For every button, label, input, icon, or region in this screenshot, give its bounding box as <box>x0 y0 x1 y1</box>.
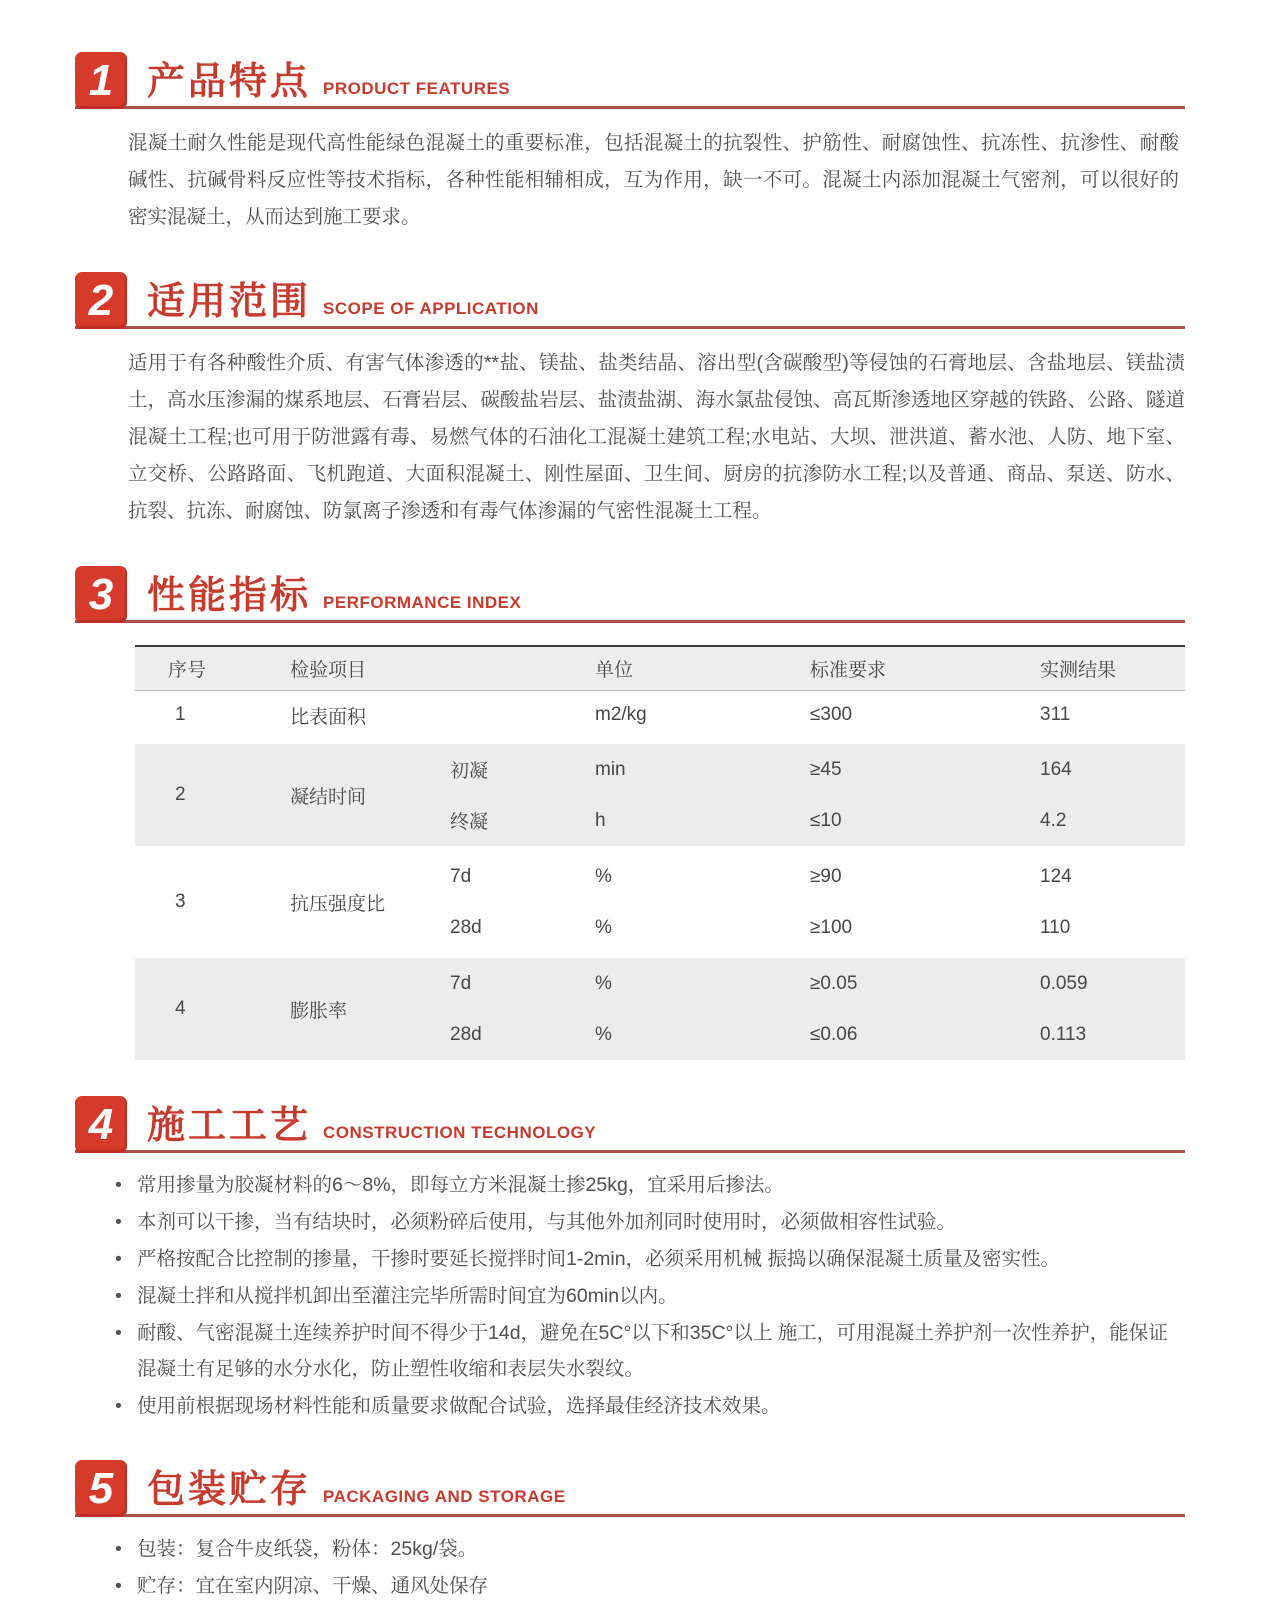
section-number: 3 <box>88 569 114 619</box>
section-construction-technology <box>75 1096 1185 1424</box>
section-scope-of-application <box>75 272 1185 530</box>
cell-result: 0.113 <box>1040 1023 1087 1045</box>
section-3-number-badge <box>75 566 127 623</box>
cell-no: 3 <box>175 891 186 912</box>
bullet-item: • 贮存：宜在室内阴凉、干燥、通风处保存 <box>115 1568 1185 1604</box>
bullet-item: • 混凝土拌和从搅拌机卸出至灌注完毕所需时间宜为60min以内。 <box>115 1278 1185 1314</box>
cell-result: 164 <box>1040 758 1072 780</box>
table-row <box>135 744 1185 846</box>
section-2-paragraph: 适用于有各种酸性介质、有害气体渗透的**盐、镁盐、盐类结晶、溶出型(含碳酸型)等侵蚀的石膏地层、含盐地层、镁盐渍土，高水压渗漏的煤系地层、石膏岩层、碳酸盐岩层、盐渍盐湖、海水氯盐侵蚀、高瓦斯渗透地区穿越的铁路、公路、隧道混凝土工程;也可用于防泄露有毒、易燃气体的石油化工混凝土建筑工程;水电站、大坝、泄洪道、蓄水池、人防、地下室、立交桥、公路路面、飞机跑道、大面积混凝土、刚性屋面、卫生间、厨房的抗渗防水工程;以及普通、商品、泵送、防水、抗裂、抗冻、耐腐蚀、防氯离子渗透和有毒气体渗漏的气密性混凝土工程。 <box>128 352 1185 522</box>
cell-unit: % <box>595 916 612 938</box>
col-header-no: 序号 <box>168 660 207 681</box>
cell-sub-item: 7d <box>450 972 472 994</box>
table-sub-row <box>450 902 1185 953</box>
cell-sub-item: 7d <box>450 865 472 887</box>
cell-item: 凝结时间 <box>290 786 367 808</box>
section-1-paragraph: 混凝土耐久性能是现代高性能绿色混凝土的重要标准，包括混凝土的抗裂性、护筋性、耐腐蚀性、抗冻性、抗渗性、耐酸碱性、抗碱骨料反应性等技术指标，各种性能相辅相成，互为作用，缺一不可。混凝土内添加混凝土气密剂，可以很好的密实混凝土，从而达到施工要求。 <box>128 132 1179 228</box>
section-number: 5 <box>88 1463 114 1513</box>
sub-rows <box>450 958 1185 1060</box>
table-sub-row <box>450 795 1185 846</box>
cell-result: 4.2 <box>1040 809 1067 831</box>
cell-unit: h <box>595 809 606 831</box>
section-performance-index <box>75 566 1185 1060</box>
bullet-item: • 严格按配合比控制的掺量，干掺时要延长搅拌时间1-2min，必须采用机械 振捣以确保混凝土质量及密实性。 <box>115 1241 1185 1277</box>
cell-standard: ≥45 <box>810 758 842 780</box>
bullet-item: • 耐酸、气密混凝土连续养护时间不得少于14d，避免在5C°以下和35C°以上 施工，可用混凝土养护剂一次性养护，能保证混凝土有足够的水分水化，防止塑性收缩和表层失水裂纹。 <box>115 1315 1185 1387</box>
construction-bullet-list <box>75 1153 1185 1424</box>
packaging-bullet-list <box>75 1517 1185 1604</box>
table-sub-row <box>450 744 1185 795</box>
cell-no: 1 <box>175 704 186 725</box>
section-title-zh: 适用范围 <box>147 281 312 323</box>
cell-sub-item: 28d <box>450 1023 482 1045</box>
section-2-number-badge <box>75 272 127 329</box>
section-number: 2 <box>88 275 114 325</box>
cell-unit: % <box>595 865 612 887</box>
cell-standard: ≥100 <box>810 916 853 938</box>
cell-sub-item: 初凝 <box>450 761 489 782</box>
cell-item: 比表面积 <box>290 706 367 728</box>
cell-sub-item: 终凝 <box>450 812 489 833</box>
cell-unit: min <box>595 758 626 780</box>
section-packaging-storage <box>75 1460 1185 1604</box>
cell-standard: ≥0.05 <box>810 972 858 994</box>
cell-result: 311 <box>1040 704 1071 725</box>
table-row <box>135 691 1185 739</box>
sub-rows <box>450 851 1185 953</box>
section-5-titles <box>127 1460 566 1514</box>
section-1-number-badge <box>75 52 127 109</box>
section-title-zh: 施工工艺 <box>147 1105 312 1147</box>
section-title-zh: 产品特点 <box>147 61 312 103</box>
performance-table <box>135 645 1185 1060</box>
performance-table-body <box>135 691 1185 1060</box>
cell-unit: m2/kg <box>595 704 647 725</box>
col-header-result: 实测结果 <box>1040 660 1117 681</box>
section-1-titles <box>127 52 510 106</box>
cell-no: 2 <box>175 784 186 805</box>
cell-standard: ≤0.06 <box>810 1023 858 1045</box>
cell-standard: ≥90 <box>810 865 842 887</box>
section-1-header <box>75 52 1185 109</box>
section-3-header <box>75 566 1185 623</box>
sub-rows <box>450 744 1185 846</box>
cell-standard: ≤300 <box>810 704 853 725</box>
cell-unit: % <box>595 1023 612 1045</box>
section-5-header <box>75 1460 1185 1517</box>
cell-no: 4 <box>175 998 186 1019</box>
section-title-en: SCOPE OF APPLICATION <box>323 299 539 318</box>
table-sub-row <box>450 1009 1185 1060</box>
performance-table-header <box>135 645 1185 691</box>
section-title-en: PACKAGING AND STORAGE <box>323 1487 566 1506</box>
section-4-titles <box>127 1096 596 1150</box>
cell-sub-item: 28d <box>450 916 482 938</box>
cell-item: 抗压强度比 <box>290 893 386 915</box>
section-5-number-badge <box>75 1460 127 1517</box>
section-title-en: PERFORMANCE INDEX <box>323 593 522 612</box>
section-4-header <box>75 1096 1185 1153</box>
col-header-item: 检验项目 <box>290 660 367 681</box>
section-4-number-badge <box>75 1096 127 1153</box>
table-sub-row <box>450 691 1185 739</box>
section-2-titles <box>127 272 539 326</box>
table-sub-row <box>450 851 1185 902</box>
bullet-item: • 本剂可以干掺，当有结块时，必须粉碎后使用，与其他外加剂同时使用时，必须做相容性试验。 <box>115 1204 1185 1240</box>
section-title-en: CONSTRUCTION TECHNOLOGY <box>323 1123 597 1142</box>
section-title-zh: 性能指标 <box>147 575 312 617</box>
bullet-item: • 使用前根据现场材料性能和质量要求做配合试验，选择最佳经济技术效果。 <box>115 1388 1185 1424</box>
cell-item: 膨胀率 <box>290 1000 348 1022</box>
cell-result: 0.059 <box>1040 972 1088 994</box>
table-row <box>135 851 1185 953</box>
table-sub-row <box>450 958 1185 1009</box>
bullet-item: • 常用掺量为胶凝材料的6～8%，即每立方米混凝土掺25kg，宜采用后掺法。 <box>115 1167 1185 1203</box>
table-row <box>135 958 1185 1060</box>
section-number: 4 <box>88 1099 114 1149</box>
cell-result: 124 <box>1040 865 1072 887</box>
col-header-unit: 单位 <box>595 660 634 681</box>
cell-standard: ≤10 <box>810 809 842 831</box>
section-product-features <box>75 52 1185 236</box>
section-number: 1 <box>88 55 114 105</box>
sub-rows <box>450 691 1185 739</box>
section-title-zh: 包装贮存 <box>147 1469 312 1511</box>
col-header-standard: 标准要求 <box>810 660 887 681</box>
section-3-titles <box>127 566 521 620</box>
section-2-header <box>75 272 1185 329</box>
section-title-en: PRODUCT FEATURES <box>323 79 511 98</box>
bullet-item: • 包装：复合牛皮纸袋，粉体：25kg/袋。 <box>115 1531 1185 1567</box>
cell-unit: % <box>595 972 612 994</box>
cell-result: 110 <box>1040 916 1071 938</box>
